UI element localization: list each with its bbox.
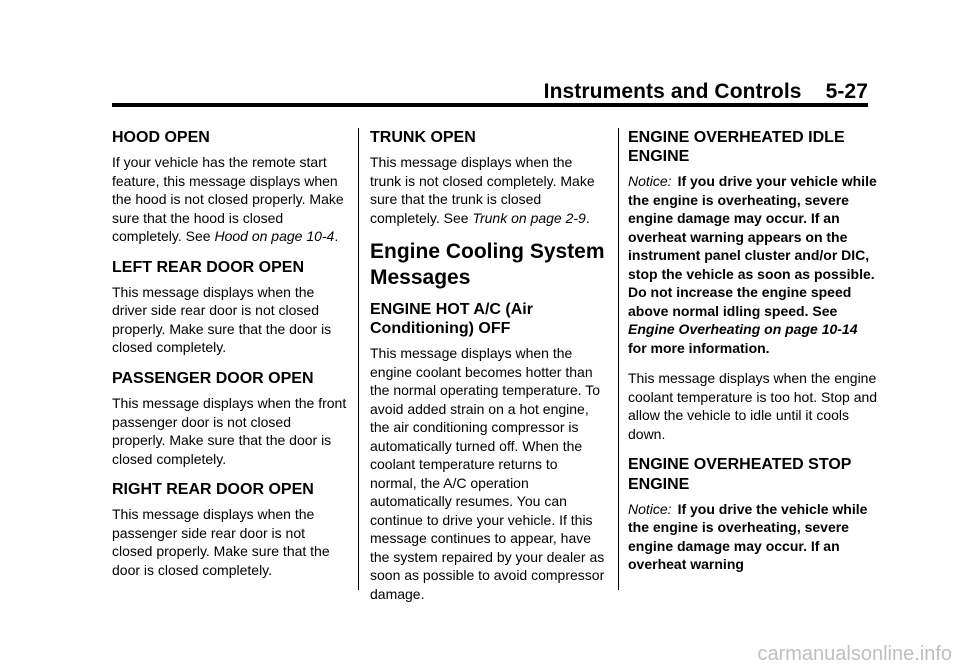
engine-overheating-ref-link[interactable]: Engine Overheating on page 10-14 [628,321,858,338]
left-rear-door-heading: LEFT REAR DOOR OPEN [112,258,305,276]
engine-overheated-stop-notice [628,500,878,574]
right-rear-door-heading: RIGHT REAR DOOR OPEN [112,481,314,499]
engine-overheated-idle-notice [628,172,878,357]
trunk-open-ref-link[interactable]: Trunk on page 2-9 [472,209,586,226]
header-rule [112,103,868,107]
trunk-open-heading: TRUNK OPEN [370,129,476,146]
left-rear-door-body: This message displays when the driver side rear door is not closed properly. Make sure that the door is closed completely. [112,283,332,356]
engine-overheated-idle-heading: ENGINE OVERHEATED IDLE ENGINE [628,129,845,166]
column-1 [112,128,348,591]
engine-overheated-idle-body: This message displays when the engine coolant temperature is too hot. Stop and allow the vehicle to idle until it cools down. [628,370,878,442]
hood-open-body [112,153,348,246]
notice-post: for more information. [628,339,770,356]
engine-hot-ac-heading: ENGINE HOT A/C (Air Conditioning) OFF [370,300,533,337]
trunk-open-body [370,153,606,227]
column-3 [628,128,878,586]
notice-text: If you drive your vehicle while the engine is overheating, severe engine damage may occur. If an overheat warning appears on the instrument panel cluster and/or DIC, stop the vehicle as soon as possible. Do not increase the engine speed above normal idling speed. See [628,173,877,319]
engine-cooling-heading: Engine Cooling System Messages [370,240,605,290]
notice-label-2: Notice: [628,500,672,517]
watermark: carmanualsonline.info [757,643,952,665]
notice-label: Notice: [628,173,672,190]
passenger-door-body: This message displays when the front passenger door is not closed properly. Make sure that the door is closed completely. [112,395,347,467]
hood-open-post: . [334,228,339,245]
hood-open-ref-link[interactable]: Hood on page 10-4 [214,228,335,245]
hood-open-text: If your vehicle has the remote start feature, this message displays when the hood is not closed properly. Make sure that the hood is closed completely. See [112,154,344,245]
column-divider-2 [618,128,619,590]
engine-hot-ac-body: This message displays when the engine coolant becomes hotter than the normal operating temperature. To avoid added strain on a hot engine, the air conditioning compressor is automatically turned off. When the coolant temperature returns to normal, the A/C operation automatically resumes. You can continue to drive your vehicle. If this message continues to appear, have the system repaired by your dealer as soon as possible to avoid compressor damage. [370,345,605,602]
column-2 [370,128,606,615]
trunk-open-post: . [585,209,590,226]
right-rear-door-body: This message displays when the passenger side rear door is not closed properly. Make sure that the door is closed completely. [112,506,330,578]
column-divider-1 [358,128,359,590]
header-title [544,80,868,104]
section-title: Instruments and Controls [543,80,802,103]
passenger-door-heading: PASSENGER DOOR OPEN [112,369,314,387]
trunk-open-text: This message displays when the trunk is not closed completely. Make sure that the trunk is closed completely. See [370,154,595,226]
engine-overheated-stop-heading: ENGINE OVERHEATED STOP ENGINE [628,456,852,493]
page-number: 5-27 [825,80,868,103]
notice-text-2: If you drive the vehicle while the engine is overheating, severe engine damage may occur. If an overheat warning [628,500,868,573]
hood-open-heading: HOOD OPEN [112,129,210,146]
